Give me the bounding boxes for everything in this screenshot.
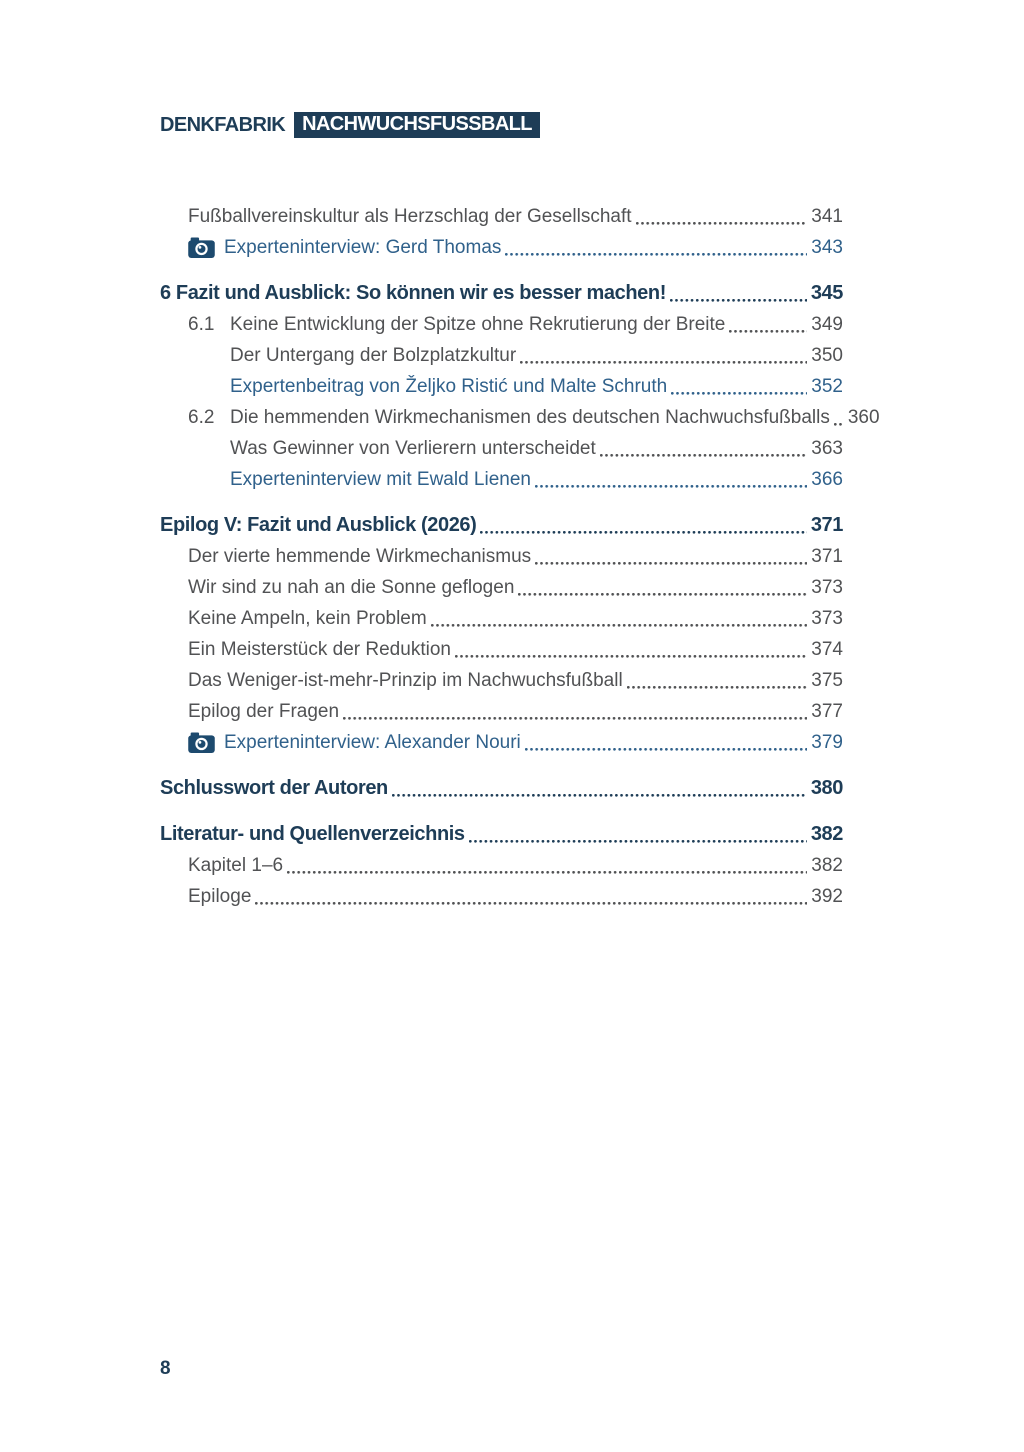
dot-leader bbox=[670, 299, 807, 302]
toc-entry-page: 375 bbox=[811, 670, 843, 691]
toc-entry-title: Wir sind zu nah an die Sonne geflogen bbox=[188, 577, 515, 598]
toc-entry-title: Literatur- und Quellenverzeichnis bbox=[160, 823, 465, 845]
toc-entry bbox=[160, 340, 843, 371]
toc-entry bbox=[160, 309, 843, 340]
toc-entry-page: 349 bbox=[811, 314, 843, 335]
toc-entry-page: 363 bbox=[811, 438, 843, 459]
toc-entry bbox=[160, 510, 843, 541]
dot-leader bbox=[343, 717, 807, 720]
dot-leader bbox=[287, 871, 807, 874]
toc-entry bbox=[160, 881, 843, 912]
toc-entry bbox=[160, 603, 843, 634]
toc-entry bbox=[160, 402, 880, 433]
camera-icon bbox=[188, 732, 215, 753]
brand-name: DENKFABRIK bbox=[160, 113, 286, 136]
toc-entry-title: Das Weniger-ist-mehr-Prinzip im Nachwuchsfußball bbox=[188, 670, 623, 691]
toc-entry-page: 343 bbox=[811, 237, 843, 258]
page-header bbox=[160, 112, 843, 138]
toc-entry bbox=[160, 541, 843, 572]
toc-entry bbox=[160, 665, 843, 696]
toc-entry-page: 392 bbox=[811, 886, 843, 907]
toc-entry-title: Expertenbeitrag von Željko Ristić und Malte Schruth bbox=[230, 376, 668, 397]
toc-entry-title: Fußballvereinskultur als Herzschlag der Gesellschaft bbox=[188, 206, 632, 227]
toc-entry-page: 352 bbox=[811, 376, 843, 397]
dot-leader bbox=[535, 485, 807, 488]
dot-leader bbox=[431, 624, 808, 627]
dot-leader bbox=[520, 361, 807, 364]
toc-entry bbox=[160, 850, 843, 881]
toc-entry bbox=[160, 433, 843, 464]
toc-section-number: 6.2 bbox=[188, 407, 215, 428]
toc-entry-page: 380 bbox=[810, 777, 843, 799]
toc-entry bbox=[160, 278, 843, 309]
toc-entry-title: Epiloge bbox=[188, 886, 252, 907]
toc-entry-title: Experteninterview: Gerd Thomas bbox=[224, 237, 502, 258]
toc-entry-title: Epilog V: Fazit und Ausblick (2026) bbox=[160, 514, 477, 536]
toc-entry-title: Schlusswort der Autoren bbox=[160, 777, 388, 799]
dot-leader bbox=[834, 423, 844, 426]
dot-leader bbox=[480, 531, 806, 534]
toc-entry-page: 366 bbox=[811, 469, 843, 490]
toc-entry-title: Die hemmenden Wirkmechanismen des deutschen Nachwuchsfußballs bbox=[230, 407, 830, 428]
toc-entry bbox=[160, 201, 843, 232]
toc-entry-page: 360 bbox=[847, 407, 880, 428]
toc-entry bbox=[160, 819, 843, 850]
toc-entry-page: 373 bbox=[811, 608, 843, 629]
dot-leader bbox=[469, 840, 807, 843]
toc-entry-page: 345 bbox=[810, 282, 843, 304]
dot-leader bbox=[729, 330, 807, 333]
toc-entry-page: 382 bbox=[810, 823, 843, 845]
toc-entry-page: 382 bbox=[811, 855, 843, 876]
toc-entry-title: Keine Entwicklung der Spitze ohne Rekrutierung der Breite bbox=[230, 314, 726, 335]
toc-entry-page: 379 bbox=[811, 732, 843, 753]
dot-leader bbox=[600, 454, 808, 457]
dot-leader bbox=[636, 222, 808, 225]
toc-entry bbox=[160, 634, 843, 665]
dot-leader bbox=[455, 655, 807, 658]
dot-leader bbox=[525, 748, 808, 751]
toc-entry bbox=[160, 696, 843, 727]
toc-entry-title: 6 Fazit und Ausblick: So können wir es besser machen! bbox=[160, 282, 666, 304]
toc-entry bbox=[160, 572, 843, 603]
toc-entry-title: Der vierte hemmende Wirkmechanismus bbox=[188, 546, 532, 567]
toc-entry bbox=[160, 232, 843, 263]
toc-entry-title: Was Gewinner von Verlierern unterscheidet bbox=[230, 438, 596, 459]
toc-entry-page: 371 bbox=[811, 546, 843, 567]
toc-entry bbox=[160, 727, 843, 758]
dot-leader bbox=[535, 562, 807, 565]
toc-list bbox=[160, 201, 880, 912]
dot-leader bbox=[255, 902, 807, 905]
toc-entry bbox=[160, 773, 843, 804]
toc-entry-title: Experteninterview mit Ewald Lienen bbox=[230, 469, 531, 490]
toc-entry-title: Epilog der Fragen bbox=[188, 701, 340, 722]
toc-entry-page: 377 bbox=[811, 701, 843, 722]
toc-entry-title: Der Untergang der Bolzplatzkultur bbox=[230, 345, 517, 366]
toc-entry-page: 371 bbox=[810, 514, 843, 536]
dot-leader bbox=[627, 686, 808, 689]
toc-entry-page: 373 bbox=[811, 577, 843, 598]
toc-section-number: 6.1 bbox=[188, 314, 215, 335]
toc-entry-title: Ein Meisterstück der Reduktion bbox=[188, 639, 451, 660]
dot-leader bbox=[505, 253, 807, 256]
toc-entry-title: Experteninterview: Alexander Nouri bbox=[224, 732, 521, 753]
toc-entry bbox=[160, 464, 843, 495]
toc-entry-page: 374 bbox=[811, 639, 843, 660]
toc-entry-title: Keine Ampeln, kein Problem bbox=[188, 608, 427, 629]
page-number: 8 bbox=[160, 1358, 171, 1379]
toc-entry-page: 341 bbox=[811, 206, 843, 227]
dot-leader bbox=[671, 392, 807, 395]
toc-entry-page: 350 bbox=[811, 345, 843, 366]
brand-badge: NACHWUCHSFUSSBALL bbox=[294, 112, 540, 138]
toc-entry-title: Kapitel 1–6 bbox=[188, 855, 284, 876]
dot-leader bbox=[518, 593, 807, 596]
toc-entry bbox=[160, 371, 843, 402]
camera-icon bbox=[188, 237, 215, 258]
dot-leader bbox=[392, 794, 807, 797]
